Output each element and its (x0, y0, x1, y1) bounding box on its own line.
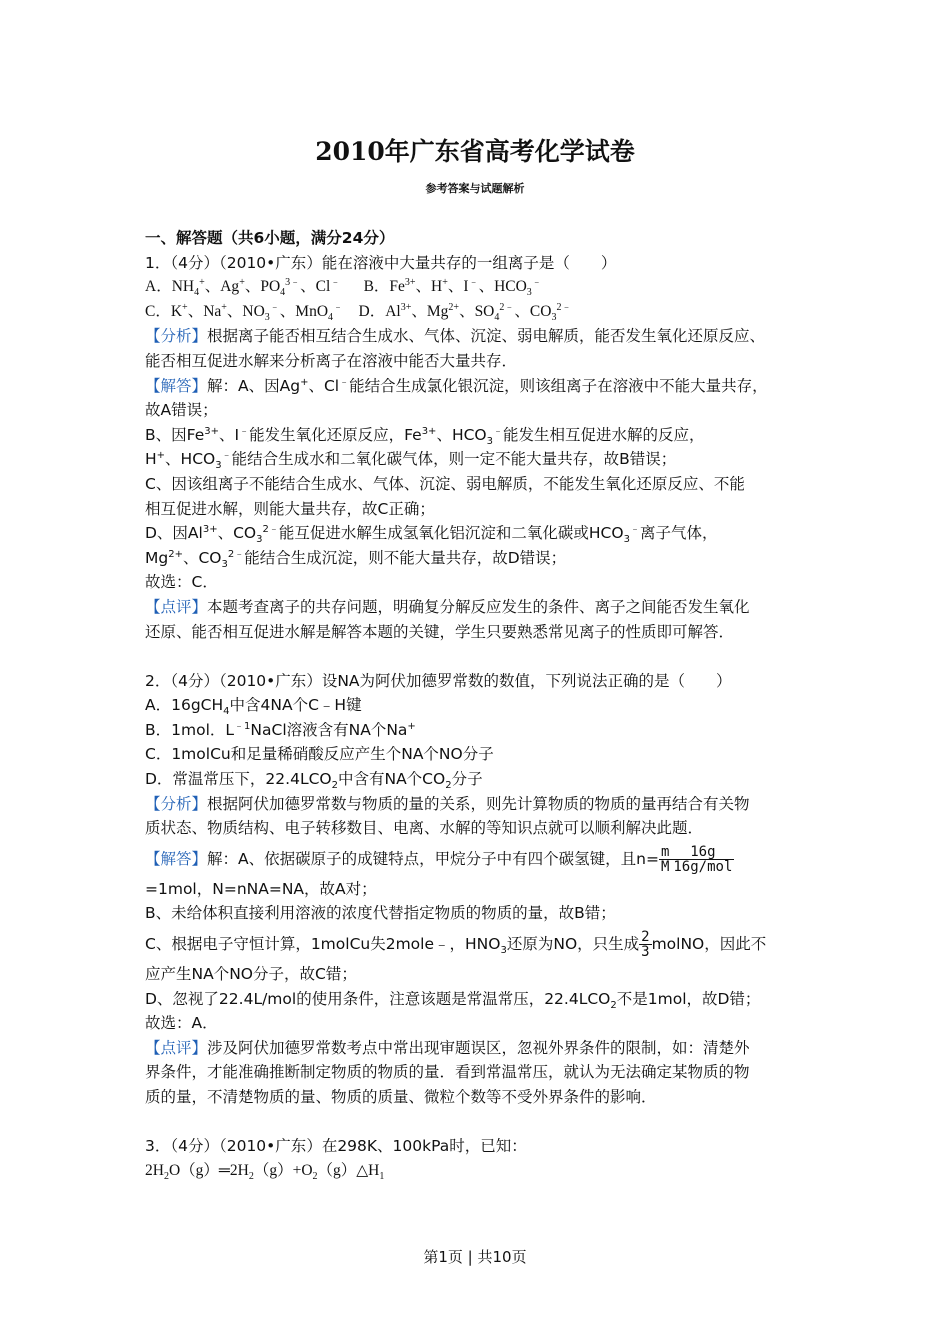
q1-solution-line: H+、$HCO_3^﹣$能结合生成水和二氧化碳气体，则一定不能大量共存，故B错误； (145, 450, 677, 472)
q1-analysis: 【分析】根据离子能否相互结合生成水、气体、沉淀、弱电解质，能否发生氧化还原反应、 (145, 327, 766, 346)
page-subtitle: 参考答案与试题解析 (425, 182, 525, 195)
q1-solution-line: C、因该组离子不能结合生成水、气体、沉淀、弱电解质，不能发生氧化还原反应、不能 (145, 474, 745, 493)
q2-stem: 2．（4分）（2010•广东）设NA为阿伏加德罗常数的数值，下列说法正确的是（ ） (145, 671, 732, 690)
q2-solution-line: 应产生NA个NO分子，故C错； (145, 965, 357, 984)
q2-solution-line: =1mol，N=nNA=NA，故A对； (145, 879, 377, 898)
q2-analysis: 【分析】根据阿伏加德罗常数与物质的量的关系，则先计算物质的物质的量再结合有关物 (145, 794, 750, 813)
solution-tag: 【解答】 (145, 376, 208, 395)
q3-stem: 3．（4分）（2010•广东）在298K、100kPa时，已知： (145, 1137, 527, 1156)
q2-choice: 故选：A． (145, 1014, 218, 1033)
q2-option-a: A．16gCH$_4$中含4NA个C﹣H键 (145, 696, 362, 718)
q2-solution-line: D、忽视了22.4L/mol的使用条件，注意该题是常温常压，$22.4LCO_2$不是1mol，故D错； (145, 989, 761, 1011)
q1-solution-line: 相互促进水解，则能大量共存，故C正确； (145, 499, 435, 518)
document-body (145, 226, 825, 1183)
q1-analysis-cont: 能否相互促进水解来分析离子在溶液中能否大量共存． (145, 351, 518, 370)
fraction-16g-over-molar-mass: $\frac{16g}{\text{16g/mol}}$ (673, 843, 733, 875)
q3-equation: $2H_2O(g)═2H_2(g)+O_2(g)\triangle H_1$ (145, 1161, 385, 1182)
solution-tag: 【解答】 (145, 849, 208, 868)
page-title: 2010年广东省高考化学试卷 (315, 137, 635, 166)
q1-solution-line: 故A错误； (145, 401, 218, 420)
fraction-two-thirds: $\frac{2}{3}$ (641, 929, 650, 961)
q1-solution-line: D、因$Al^{3+}$、$CO_3^{2﹣}$能互促进水解生成氢氧化铝沉淀和二氧化碳或$HCO_3^﹣$离子气体， (145, 523, 718, 546)
q2-solution: 【解答】解：A、依据碳原子的成键特点，甲烷分子中有四个碳氢键，且n= $\frac{m}{M}$ $\frac{16g}{\text{16g/mol}}$ (145, 843, 733, 875)
q1-solution: 【解答】解：A、因Ag+、Cl﹣能结合生成氯化银沉淀，则该组离子在溶液中不能大量共存， (145, 376, 768, 395)
q2-comment-cont: 质的量，不清楚物质的量、物质的质量、微粒个数等不受外界条件的影响． (145, 1088, 657, 1106)
q2-analysis-cont: 质状态、物质结构、电子转移数目、电离、水解的等知识点就可以顺利解决此题． (145, 819, 704, 838)
comment-tag: 【点评】 (145, 597, 208, 616)
q2-option-b: B．1mol．$L^{﹣1}NaCl$溶液含有NA个Na+ (145, 720, 416, 739)
q2-comment: 【点评】涉及阿伏加德罗常数考点中常出现审题误区，忽视外界条件的限制，如：清楚外 (145, 1038, 750, 1057)
q1-choice: 故选：C． (145, 573, 218, 592)
q2-solution-line: C、根据电子守恒计算，1molCu失2mole﹣，$HNO_3$还原为NO，只生成 $\frac{2}{3}$ molNO，因此不 (145, 929, 767, 961)
q1-solution-line: $Mg^{2+}$、$CO_3^{2﹣}$能结合生成沉淀，则不能大量共存，故D错误； (145, 548, 567, 570)
q2-option-d: D．常温常压下，$22.4LCO_2$中含有NA个$CO_2$分子 (145, 770, 483, 792)
q1-options-cd: C．K+、Na+、$NO_3^﹣$、MnO$_4$﹣ D．$Al^{3+}$、$Mg^{2+}$、$SO_4^{2﹣}$、$CO_3^{2﹣}$ (145, 301, 572, 323)
q1-comment-cont: 还原、能否相互促进水解是解答本题的关键，学生只要熟悉常见离子的性质即可解答． (145, 622, 735, 641)
q1-stem: 1．（4分）（2010•广东）能在溶液中大量共存的一组离子是（ ） (145, 253, 617, 272)
section-heading: 一、解答题（共6小题，满分24分） (145, 229, 395, 247)
q1-comment: 【点评】本题考查离子的共存问题，明确复分解反应发生的条件、离子之间能否发生氧化 (145, 597, 750, 616)
comment-tag: 【点评】 (145, 1038, 208, 1057)
page-footer: 第1页 | 共10页 (423, 1248, 527, 1266)
analysis-tag: 【分析】 (145, 794, 208, 813)
q1-options-ab: A．$NH_4^+$、Ag+、$PO_4^{3﹣}$、Cl﹣ B．$Fe^{3+}$、H+、I﹣、$HCO_3^﹣$ (145, 277, 542, 299)
q2-comment-cont: 界条件，才能准确推断制定物质的物质的量．看到常温常压，就认为无法确定某物质的物 (145, 1063, 750, 1082)
analysis-tag: 【分析】 (145, 327, 208, 346)
fraction-m-over-M: $\frac{m}{M}$ (660, 843, 670, 875)
q1-solution-line: B、因$Fe^{3+}$、I﹣能发生氧化还原反应，$Fe^{3+}$、$HCO_3^﹣$能发生相互促进水解的反应， (145, 425, 705, 447)
q2-solution-line: B、未给体积直接利用溶液的浓度代替指定物质的物质的量，故B错； (145, 904, 616, 923)
q2-option-c: C．1molCu和足量稀硝酸反应产生个NA个NO分子 (145, 745, 494, 764)
